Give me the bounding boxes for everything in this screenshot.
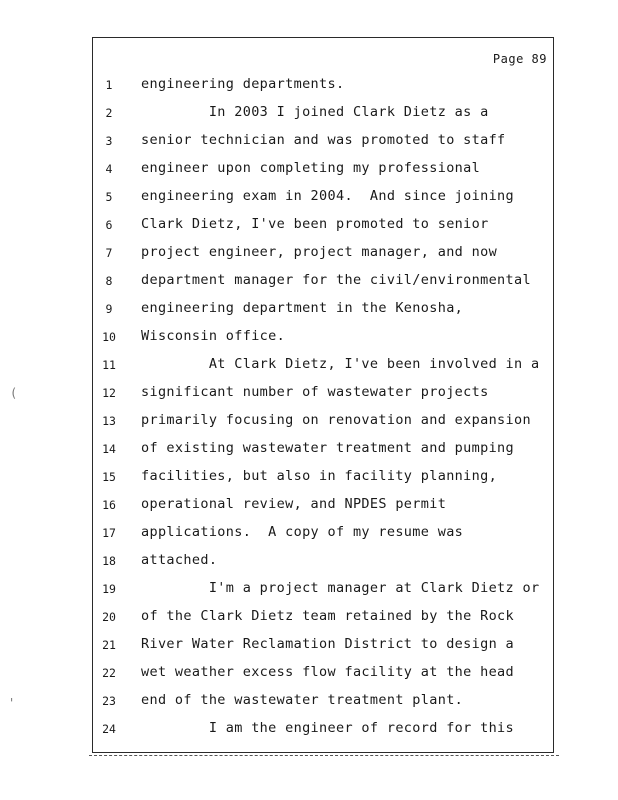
- line-text: senior technician and was promoted to staff: [141, 132, 506, 148]
- line-number: 23: [102, 694, 116, 708]
- line-text: attached.: [141, 552, 218, 568]
- line-number: 15: [102, 470, 116, 484]
- line-number: 7: [105, 246, 113, 260]
- page-number: Page 89: [492, 52, 547, 66]
- line-number: 22: [102, 666, 116, 680]
- line-text: Wisconsin office.: [141, 328, 286, 344]
- line-text: significant number of wastewater projects: [141, 384, 489, 400]
- line-text: Clark Dietz, I've been promoted to senior: [141, 216, 489, 232]
- line-text: engineering exam in 2004. And since joining: [141, 188, 515, 204]
- line-number: 8: [105, 274, 113, 288]
- line-text: I am the engineer of record for this: [141, 720, 515, 736]
- transcript-page: [92, 37, 554, 753]
- line-number: 9: [105, 302, 113, 316]
- line-text: operational review, and NPDES permit: [141, 496, 447, 512]
- line-number: 4: [105, 162, 113, 176]
- line-number: 16: [102, 498, 116, 512]
- line-number: 17: [102, 526, 116, 540]
- line-number: 6: [105, 218, 113, 232]
- line-text: engineering department in the Kenosha,: [141, 300, 464, 316]
- line-number: 3: [105, 134, 113, 148]
- line-number: 18: [102, 554, 116, 568]
- line-text: engineering departments.: [141, 76, 345, 92]
- line-number: 21: [102, 638, 116, 652]
- line-text: end of the wastewater treatment plant.: [141, 692, 464, 708]
- line-text: wet weather excess flow facility at the head: [141, 664, 515, 680]
- line-text: of the Clark Dietz team retained by the Rock: [141, 608, 515, 624]
- line-text: I'm a project manager at Clark Dietz or: [141, 580, 540, 596]
- line-text: facilities, but also in facility planning,: [141, 468, 498, 484]
- line-number: 11: [102, 358, 116, 372]
- line-text: At Clark Dietz, I've been involved in a: [141, 356, 540, 372]
- line-text: applications. A copy of my resume was: [141, 524, 464, 540]
- line-number: 20: [102, 610, 116, 624]
- line-text: engineer upon completing my professional: [141, 160, 481, 176]
- line-text: project engineer, project manager, and now: [141, 244, 498, 260]
- margin-mark: ': [8, 696, 16, 710]
- line-text: In 2003 I joined Clark Dietz as a: [141, 104, 489, 120]
- line-number: 2: [105, 106, 113, 120]
- line-text: primarily focusing on renovation and expansion: [141, 412, 531, 428]
- line-number: 24: [102, 722, 116, 736]
- line-number: 19: [102, 582, 116, 596]
- line-number: 10: [102, 330, 116, 344]
- line-number: 13: [102, 414, 116, 428]
- line-text: department manager for the civil/environmental: [141, 272, 531, 288]
- line-number: 12: [102, 386, 116, 400]
- margin-mark: (: [10, 386, 18, 400]
- line-text: River Water Reclamation District to design a: [141, 636, 515, 652]
- line-text: of existing wastewater treatment and pumping: [141, 440, 515, 456]
- line-number: 5: [105, 190, 113, 204]
- line-number: 14: [102, 442, 116, 456]
- line-number: 1: [105, 78, 113, 92]
